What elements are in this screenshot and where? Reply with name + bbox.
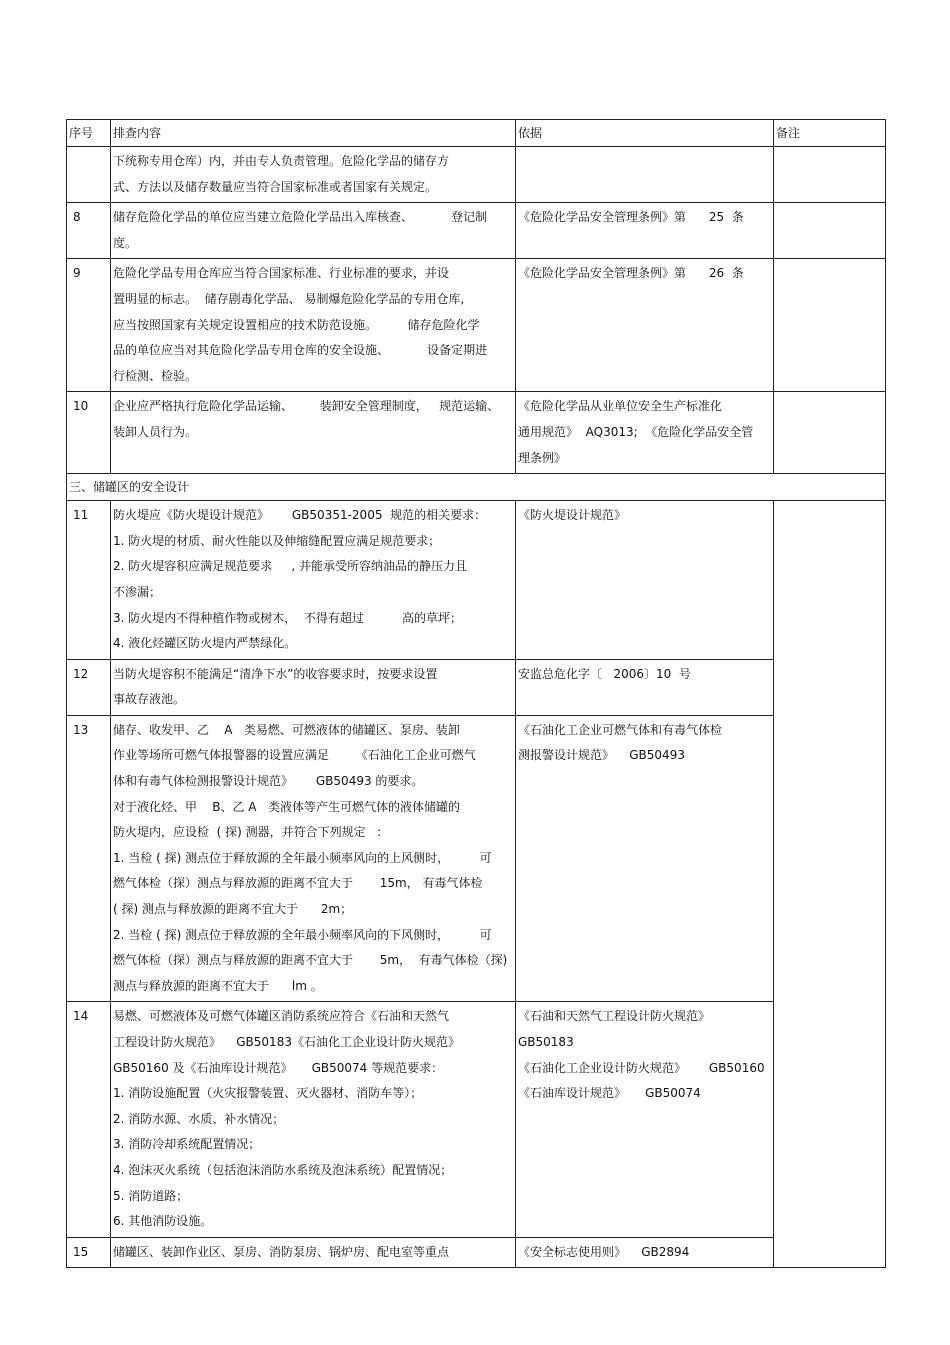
- basis-line: 《危险化学品安全管理条例》第 26 条: [518, 266, 744, 281]
- table-row: [67, 501, 886, 660]
- content-line: 2. 消防水源、水质、补水情况；: [113, 1111, 285, 1126]
- content-line: 企业应严格执行危险化学品运输、 装卸安全管理制度， 规范运输、: [113, 399, 500, 414]
- content-line: 行检测、检验。: [113, 368, 198, 383]
- table-header-row: [67, 120, 886, 147]
- content-line: 1. 防火堤的材质、耐火性能以及伸缩缝配置应满足规范要求；: [113, 533, 441, 548]
- header-content: 排查内容: [111, 120, 516, 147]
- basis-line: 通用规范》 AQ3013; 《危险化学品安全管: [518, 424, 754, 439]
- basis-line: 理条例》: [518, 450, 567, 465]
- basis-line: 《防火堤设计规范》: [518, 508, 627, 523]
- content-line: 不渗漏；: [113, 584, 162, 599]
- content-line: 储罐区、装卸作业区、泵房、消防泵房、锅炉房、配电室等重点: [113, 1244, 450, 1259]
- row-number: 14: [67, 1002, 111, 1237]
- content-line: 度。: [113, 235, 138, 250]
- header-no: 序号: [67, 120, 111, 147]
- row-number: 13: [67, 715, 111, 1002]
- content-line: 3. 防火堤内不得种植作物或树木， 不得有超过 高的草坪；: [113, 610, 463, 625]
- row-number: 11: [67, 501, 111, 660]
- basis-line: 《安全标志使用则》 GB2894: [518, 1244, 690, 1259]
- content-line: 储存危险化学品的单位应当建立危险化学品出入库核查、 登记制: [113, 210, 488, 225]
- content-line: 下统称专用仓库）内，并由专人负责管理。危险化学品的储存方: [113, 154, 450, 168]
- section-row: [67, 474, 886, 501]
- check-content: [111, 1002, 516, 1237]
- content-line: 6. 其他消防设施。: [113, 1214, 213, 1229]
- content-line: 品的单位应当对其危险化学品专用仓库的安全设施、 设备定期进: [113, 343, 488, 358]
- content-line: 5. 消防道路；: [113, 1188, 189, 1203]
- table-row: [67, 1237, 886, 1268]
- content-line: 事故存液池。: [113, 692, 186, 707]
- header-basis: 依据: [516, 120, 774, 147]
- basis-line: 《石油化工企业设计防火规范》 GB50160: [518, 1060, 765, 1075]
- basis: [516, 501, 774, 660]
- basis-line: 《石油化工企业可燃气体和有毒气体检: [518, 722, 723, 737]
- check-content: [111, 659, 516, 715]
- table-row: [67, 147, 886, 203]
- content-line: 1. 消防设施配置（火灾报警装置、灭火器材、消防车等）；: [113, 1086, 423, 1101]
- basis-line: GB50183: [518, 1035, 574, 1049]
- content-line: 3. 消防冷却系统配置情况；: [113, 1137, 261, 1152]
- basis-line: 《石油和天然气工程设计防火规范》: [518, 1009, 711, 1024]
- section-title: 三、储罐区的安全设计: [67, 474, 886, 501]
- row-number: 10: [67, 392, 111, 474]
- content-line: GB50160 及《石油库设计规范》 GB50074 等规范要求：: [113, 1060, 444, 1075]
- content-line: 对于液化烃、甲 B、乙 A 类液体等产生可燃气体的液体储罐的: [113, 799, 460, 814]
- row-number: 8: [67, 203, 111, 259]
- content-line: 体和有毒气体检测报警设计规范》 GB50493 的要求。: [113, 774, 424, 789]
- basis-line: 测报警设计规范》 GB50493: [518, 748, 685, 763]
- content-line: 易燃、可燃液体及可燃气体罐区消防系统应符合《石油和天然气: [113, 1009, 450, 1024]
- basis-line: 《石油库设计规范》 GB50074: [518, 1086, 701, 1101]
- content-line: 当防火堤容积不能满足“清净下水”的收容要求时，按要求设置: [113, 666, 438, 681]
- remark: [774, 501, 886, 1268]
- basis: [516, 259, 774, 392]
- remark: [774, 392, 886, 474]
- check-content: [111, 392, 516, 474]
- table-row: [67, 715, 886, 1002]
- basis: [516, 203, 774, 259]
- check-content: [111, 715, 516, 1002]
- basis: [516, 1237, 774, 1268]
- table-row: [67, 259, 886, 392]
- content-line: 4. 泡沫灭火系统（包括泡沫消防水系统及泡沫系统）配置情况；: [113, 1162, 453, 1177]
- content-line: 装卸人员行为。: [113, 424, 198, 439]
- basis: [516, 1002, 774, 1237]
- content-line: 应当按照国家有关规定设置相应的技术防范设施。 储存危险化学: [113, 317, 480, 332]
- content-line: 测点与释放源的距离不宜大于 lm 。: [113, 978, 323, 993]
- remark: [774, 147, 886, 203]
- remark: [774, 203, 886, 259]
- basis-line: 安监总危化字〔 2006〕10 号: [518, 666, 691, 681]
- check-content: [111, 501, 516, 660]
- content-line: 燃气体检（探）测点与释放源的距离不宜大于 5m， 有毒气体检（探): [113, 953, 508, 968]
- table-row: [67, 392, 886, 474]
- remark: [774, 259, 886, 392]
- basis-line: 《危险化学品安全管理条例》第 25 条: [518, 210, 744, 225]
- header-remark: 备注: [774, 120, 886, 147]
- content-line: 储存、收发甲、乙 A 类易燃、可燃液体的储罐区、泵房、装卸: [113, 722, 460, 737]
- basis-line: [518, 149, 771, 175]
- content-line: 防火堤应《防火堤设计规范》 GB50351-2005 规范的相关要求：: [113, 508, 487, 523]
- check-content: [111, 259, 516, 392]
- table-row: [67, 1002, 886, 1237]
- check-content: [111, 203, 516, 259]
- table-row: [67, 203, 886, 259]
- content-line: 置明显的标志。 储存剧毒化学品、 易制爆危险化学品的专用仓库,: [113, 291, 465, 306]
- content-line: ( 探) 测点与释放源的距离不宜大于 2m；: [113, 902, 353, 917]
- basis: [516, 392, 774, 474]
- content-line: 2. 当检 ( 探) 测点位于释放源的全年最小频率风向的下风侧时， 可: [113, 927, 492, 942]
- check-content: [111, 1237, 516, 1268]
- basis: [516, 659, 774, 715]
- basis-line: 《危险化学品从业单位安全生产标准化: [518, 399, 723, 414]
- content-line: 4. 液化烃罐区防火堤内严禁绿化。: [113, 636, 297, 651]
- inspection-table: [66, 119, 886, 1268]
- content-line: 作业等场所可燃气体报警器的设置应满足 《石油化工企业可燃气: [113, 748, 476, 763]
- check-content: [111, 147, 516, 203]
- content-line: 防火堤内，应设检 ( 探) 测器，并符合下列规定 :: [113, 825, 382, 840]
- row-number: 15: [67, 1237, 111, 1268]
- content-line: 2. 防火堤容积应满足规范要求 , 并能承受所容纳油品的静压力且: [113, 559, 467, 574]
- row-number: 9: [67, 259, 111, 392]
- content-line: 燃气体检（探）测点与释放源的距离不宜大于 15m， 有毒气体检: [113, 876, 483, 891]
- row-number: [67, 147, 111, 203]
- table-row: [67, 659, 886, 715]
- content-line: 工程设计防火规范》 GB50183《石油化工企业设计防火规范》: [113, 1035, 460, 1049]
- basis: [516, 715, 774, 1002]
- basis: [516, 147, 774, 203]
- content-line: 式、方法以及储存数量应当符合国家标准或者国家有关规定。: [113, 179, 438, 194]
- content-line: 危险化学品专用仓库应当符合国家标准、行业标准的要求，并设: [113, 266, 450, 281]
- row-number: 12: [67, 659, 111, 715]
- content-line: 1. 当检 ( 探) 测点位于释放源的全年最小频率风向的上风侧时， 可: [113, 850, 492, 865]
